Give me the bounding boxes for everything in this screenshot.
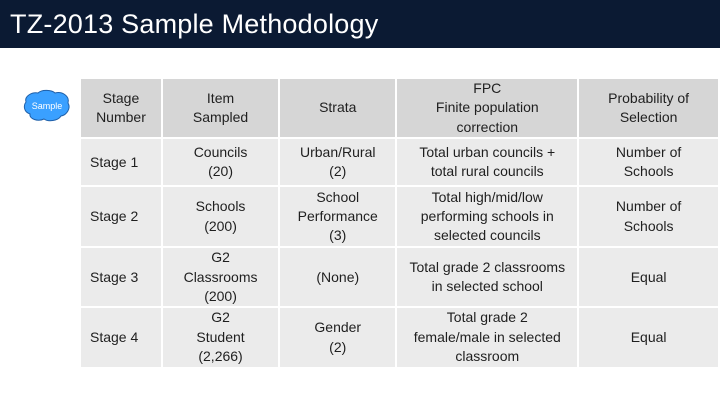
sample-label: Sample xyxy=(31,101,63,111)
row-item: Schools (200) xyxy=(163,187,278,246)
methodology-table xyxy=(79,77,720,369)
row-item: G2 Classrooms (200) xyxy=(163,248,278,306)
table-row xyxy=(81,139,718,185)
row-strata: Gender (2) xyxy=(280,308,395,366)
row-fpc: Total urban councils + total rural councils xyxy=(397,139,577,185)
row-probability: Number of Schools xyxy=(579,187,718,246)
slide-title: TZ-2013 Sample Methodology xyxy=(10,9,379,39)
header-stage-number: Stage Number xyxy=(81,79,161,137)
table-row xyxy=(81,187,718,246)
header-fpc: FPC Finite population correction xyxy=(397,79,577,137)
row-fpc: Total grade 2 female/male in selected classroom xyxy=(397,308,577,366)
row-strata: Urban/Rural (2) xyxy=(280,139,395,185)
table-row xyxy=(81,248,718,306)
row-stage: Stage 1 xyxy=(81,139,161,185)
row-probability: Equal xyxy=(579,248,718,306)
row-stage: Stage 2 xyxy=(81,187,161,246)
row-stage: Stage 4 xyxy=(81,308,161,366)
row-item: Councils (20) xyxy=(163,139,278,185)
sample-badge xyxy=(22,88,72,124)
row-fpc: Total grade 2 classrooms in selected school xyxy=(397,248,577,306)
header-row xyxy=(81,79,718,137)
header-strata: Strata xyxy=(280,79,395,137)
header-probability: Probability of Selection xyxy=(579,79,718,137)
row-fpc: Total high/mid/low performing schools in selected councils xyxy=(397,187,577,246)
row-probability: Number of Schools xyxy=(579,139,718,185)
row-strata: School Performance (3) xyxy=(280,187,395,246)
row-stage: Stage 3 xyxy=(81,248,161,306)
row-probability: Equal xyxy=(579,308,718,366)
table-row xyxy=(81,308,718,366)
row-item: G2 Student (2,266) xyxy=(163,308,278,366)
header-item-sampled: Item Sampled xyxy=(163,79,278,137)
row-strata: (None) xyxy=(280,248,395,306)
title-bar xyxy=(0,0,720,48)
